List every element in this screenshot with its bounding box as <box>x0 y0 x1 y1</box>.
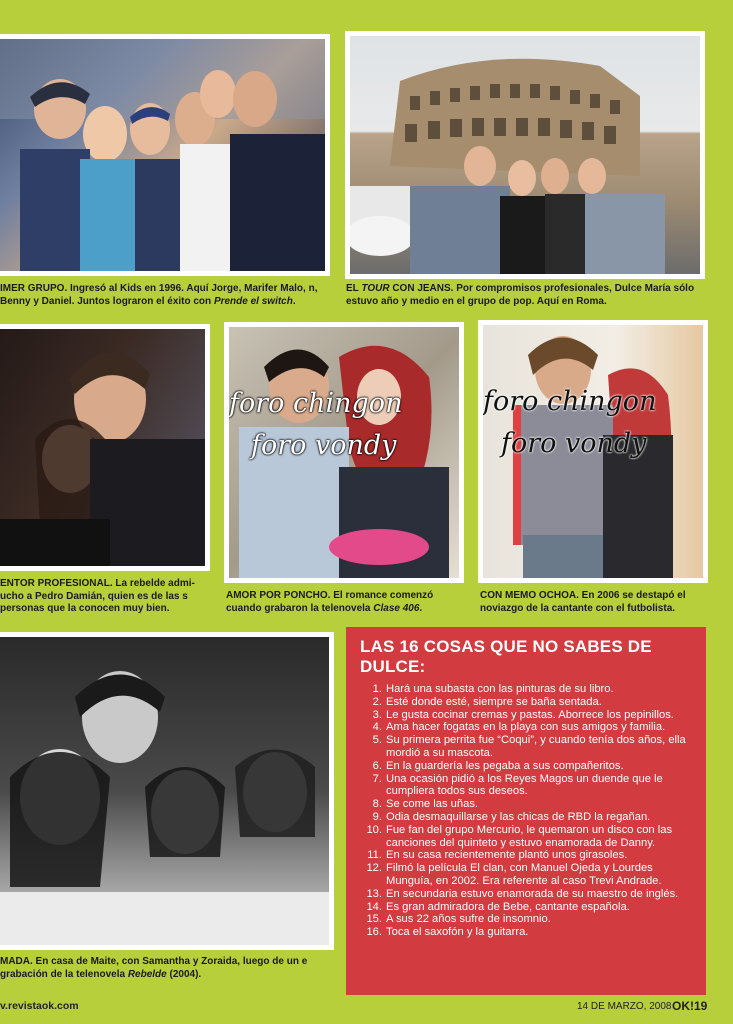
watermark-line1: foro chingon <box>229 388 403 419</box>
photo-poncho <box>224 322 464 583</box>
facts-item-number: 9. <box>372 810 382 823</box>
facts-item <box>360 913 694 926</box>
caption-friends: MADA. En casa de Maite, con Samantha y Zoraida, luego de un e grabación de la telenovela Rebelde (2004). <box>0 956 308 980</box>
facts-item-text: Una ocasión pidió a los Reyes Magos un duende que le cumpliera todos sus deseos. <box>386 772 663 798</box>
photo-rome-coliseum <box>345 31 705 279</box>
facts-item-text: En la guardería les pegaba a sus compañeritos. <box>386 759 624 772</box>
facts-item <box>360 734 694 760</box>
facts-item-text: Le gusta cocinar cremas y pastas. Aborrece los pepinillos. <box>386 708 674 721</box>
facts-item-text: Su primera perrita fue “Coqui”, y cuando tenía dos años, ella mordió a su mascota. <box>386 734 686 759</box>
footer-date: 14 DE MARZO, 2008 <box>577 1001 672 1012</box>
caption-kids-group: IMER GRUPO. Ingresó al Kids en 1996. Aquí Jorge, Marifer Malo, n, Benny y Daniel. Juntos lograron el éxito con Prende el switch. <box>0 283 318 307</box>
facts-item-number: 13. <box>366 887 382 900</box>
facts-item <box>360 798 694 811</box>
facts-list <box>360 683 694 939</box>
facts-item-number: 14. <box>366 900 382 913</box>
facts-item-number: 5. <box>372 734 382 747</box>
facts-item <box>360 824 694 850</box>
facts-box <box>346 627 706 995</box>
watermark-line1-right: foro chingon <box>483 386 657 417</box>
facts-item-text: Esté donde esté, siempre se baña sentada. <box>386 695 602 708</box>
facts-item-number: 15. <box>366 913 382 926</box>
facts-item-number: 1. <box>372 683 382 695</box>
facts-item <box>360 683 694 696</box>
facts-item <box>360 862 694 888</box>
facts-item-text: En su casa recientemente plantó unos girasoles. <box>386 849 628 862</box>
facts-item-text: Filmó la película El clan, con Manuel Ojeda y Lourdes Munguía, en 2002. Era referente al caso Trevi Andrade. <box>386 862 662 887</box>
footer-brand: OK! <box>672 999 694 1013</box>
facts-item-text: Es gran admiradora de Bebe, cantante española. <box>386 900 630 913</box>
facts-title: LAS 16 COSAS QUE NO SABES DE DULCE: <box>360 637 652 676</box>
photo-memo-ochoa <box>478 320 708 583</box>
facts-item-number: 8. <box>372 798 382 811</box>
facts-item <box>360 709 694 722</box>
facts-item <box>360 721 694 734</box>
facts-item-number: 12. <box>366 862 382 875</box>
facts-item-number: 4. <box>372 721 382 734</box>
facts-item <box>360 926 694 939</box>
facts-item-number: 6. <box>372 759 382 772</box>
facts-item-number: 10. <box>366 823 382 836</box>
facts-item <box>360 901 694 914</box>
caption-memo: CON MEMO OCHOA. En 2006 se destapó el noviazgo de la cantante con el futbolista. <box>480 590 686 614</box>
facts-item-number: 11. <box>367 849 382 862</box>
caption-poncho: AMOR POR PONCHO. El romance comenzó cuando grabaron la telenovela Clase 406. <box>226 590 434 614</box>
facts-item-text: En secundaria estuvo enamorada de su maestro de inglés. <box>386 887 679 900</box>
facts-item-number: 16. <box>366 926 382 939</box>
caption-rome: EL TOUR CON JEANS. Por compromisos profesionales, Dulce María sólo estuvo año y medio en el grupo de pop. Aquí en Roma. <box>346 283 695 307</box>
photo-kids-group <box>0 34 330 276</box>
facts-item <box>360 760 694 773</box>
facts-item <box>360 696 694 709</box>
footer-site: v.revistaok.com <box>0 1000 79 1012</box>
facts-item <box>360 811 694 824</box>
facts-item-text: Hará una subasta con las pinturas de su libro. <box>386 683 614 695</box>
facts-item-text: Odia desmaquillarse y las chicas de RBD la regañan. <box>386 810 651 823</box>
facts-item-text: A sus 22 años sufre de insomnio. <box>386 913 551 926</box>
watermark-line2-right: foro vondy <box>501 428 647 459</box>
facts-item-text: Toca el saxofón y la guitarra. <box>386 926 529 939</box>
facts-item-number: 3. <box>372 708 382 721</box>
facts-item-number: 2. <box>372 695 382 708</box>
facts-item-text: Fue fan del grupo Mercurio, le quemaron un disco con las canciones del quinteto y estuvo enamorada de Danny. <box>386 823 673 849</box>
facts-item-text: Ama hacer fogatas en la playa con sus amigos y familia. <box>386 721 666 734</box>
facts-item <box>360 773 694 799</box>
facts-item <box>360 849 694 862</box>
photo-friends <box>0 632 334 950</box>
facts-item-text: Se come las uñas. <box>386 798 479 811</box>
facts-item <box>360 888 694 901</box>
caption-mentor: ENTOR PROFESIONAL. La rebelde admi-ucho a Pedro Damián, quien es de las s personas que la conocen muy bien. <box>0 578 195 614</box>
watermark-line2: foro vondy <box>251 430 397 461</box>
photo-mentor <box>0 324 210 571</box>
footer-page: 19 <box>694 999 708 1013</box>
facts-item-number: 7. <box>372 772 382 785</box>
